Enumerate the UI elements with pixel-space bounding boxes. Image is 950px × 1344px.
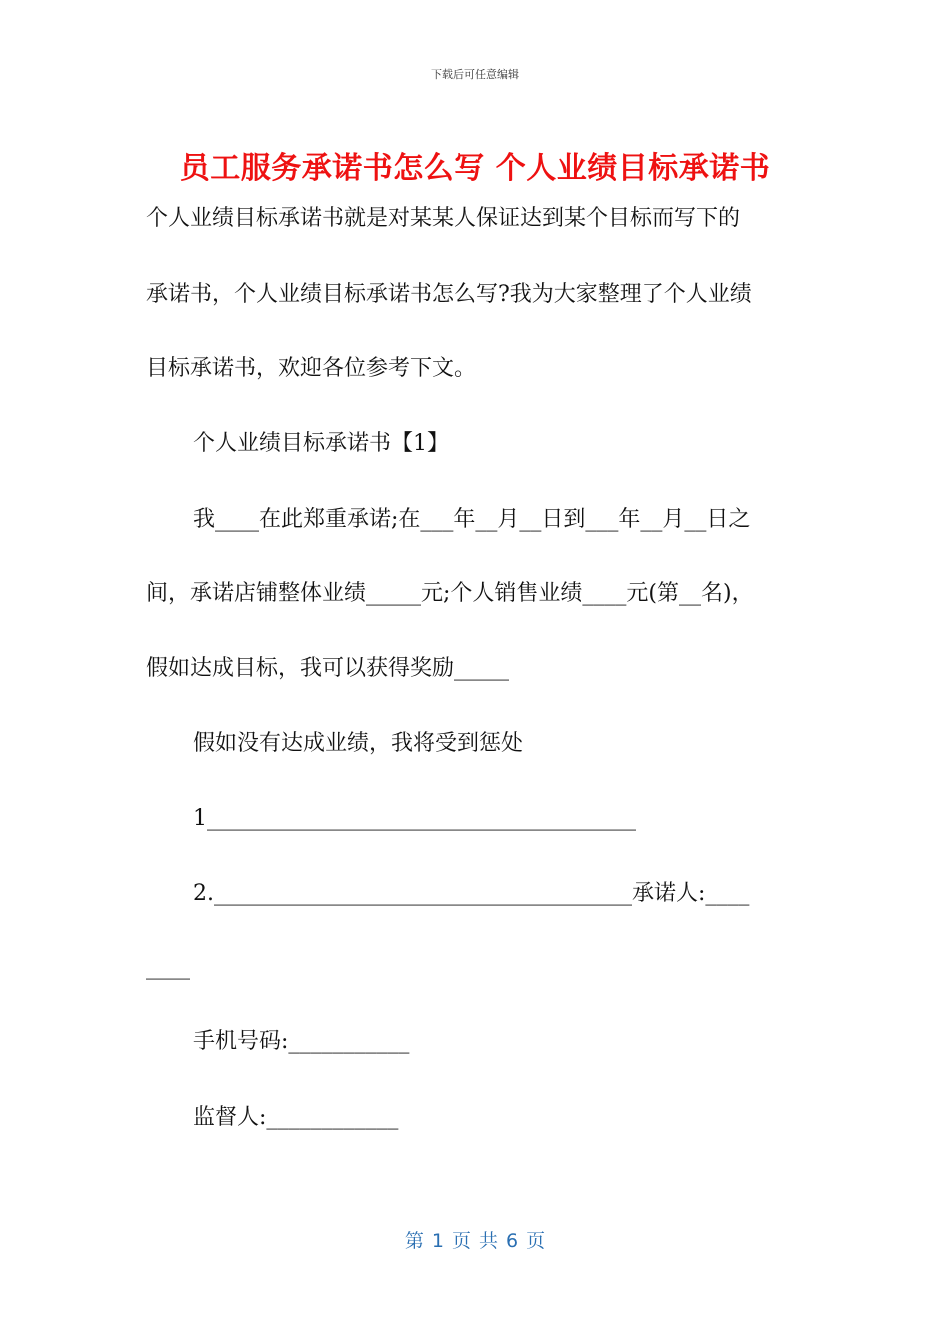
- body-paragraph-line: 目标承诺书，欢迎各位参考下文。: [146, 356, 477, 381]
- phone-field-line: 手机号码:___________: [193, 1029, 410, 1054]
- body-paragraph-line: 间，承诺店铺整体业绩_____元;个人销售业绩____元(第__名)，: [146, 581, 754, 606]
- body-paragraph-line: 假如没有达成业绩，我将受到惩处: [193, 731, 524, 756]
- body-paragraph-line: 我____在此郑重承诺;在___年__月__日到___年__月__日之: [193, 507, 751, 532]
- section-heading: 个人业绩目标承诺书【1】: [193, 431, 449, 456]
- supervisor-field-line: 监督人:____________: [193, 1105, 399, 1130]
- body-paragraph-line: 个人业绩目标承诺书就是对某某人保证达到某个目标而写下的: [146, 206, 741, 231]
- body-paragraph-line: 承诺书，个人业绩目标承诺书怎么写?我为大家整理了个人业绩: [146, 282, 752, 307]
- body-paragraph-line: 假如达成目标，我可以获得奖励_____: [146, 656, 510, 681]
- list-item: 2.______________________________________承诺人:____: [193, 881, 750, 906]
- document-title: 员工服务承诺书怎么写 个人业绩目标承诺书: [179, 151, 771, 186]
- page-footer: 第 1 页 共 6 页: [404, 1230, 546, 1252]
- list-item: 1_______________________________________: [193, 806, 636, 831]
- header-note: 下载后可任意编辑: [431, 68, 519, 81]
- body-paragraph-line: ____: [146, 955, 190, 980]
